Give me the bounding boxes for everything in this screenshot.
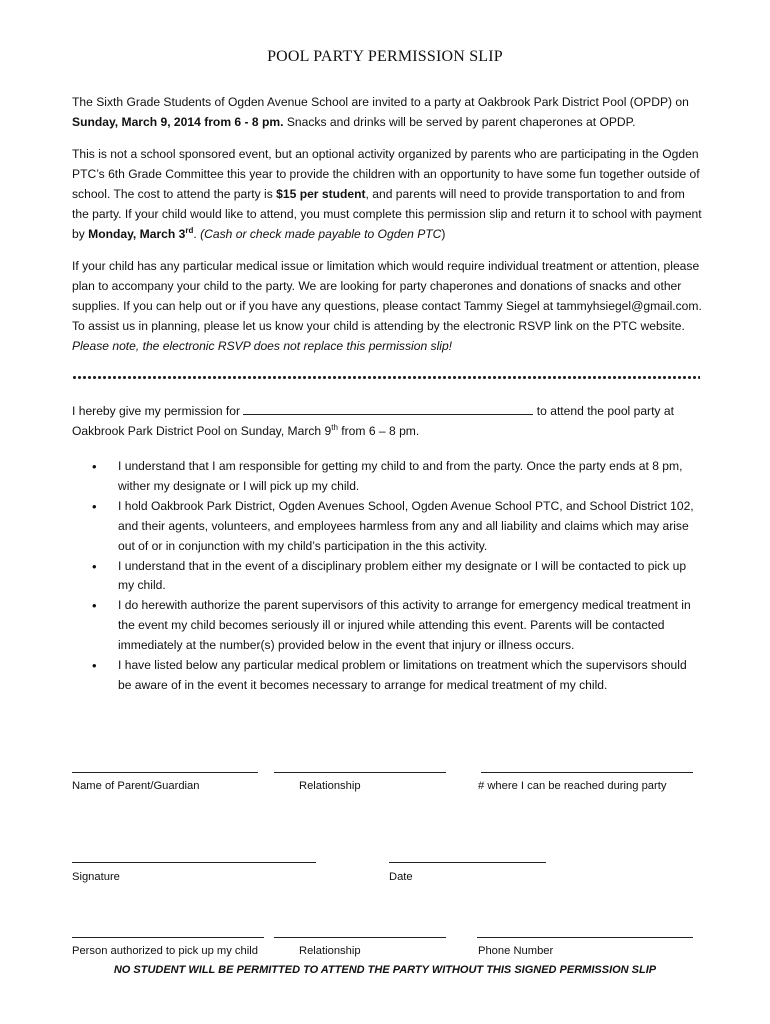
medical-text: If your child has any particular medical issue or limitation which would require individual treatment or attention, please plan to accompany your child to the party. We are looking for party chaperones and donations of snacks and other supplies. If you can help out or if you have any questions, please contact Tammy Siegel at tammyhsiegel@gmail.com. To assist us in planning, please let us know your child is attending by the electronic RSVP link on the PTC website. bbox=[72, 259, 702, 333]
authorized-person-label: Person authorized to pick up my child bbox=[72, 945, 258, 957]
details-paragraph bbox=[72, 145, 702, 245]
details-text-2: , and parents will need to provide transportation to and from the party. If your child would like to attend, you must complete this permission slip and return it to school with payment by bbox=[72, 186, 702, 241]
terms-list bbox=[72, 457, 702, 696]
party-phone-label: # where I can be reached during party bbox=[478, 780, 667, 792]
list-item: • I understand that in the event of a disciplinary problem either my designate or I will be contacted to pick up my child. bbox=[72, 557, 702, 597]
phone-number-label: Phone Number bbox=[478, 945, 554, 957]
deadline-suffix: rd bbox=[185, 225, 194, 235]
child-name-blank[interactable] bbox=[243, 402, 533, 415]
cost-per-student: $15 per student bbox=[276, 186, 366, 201]
medical-paragraph bbox=[72, 257, 702, 357]
footer-warning: NO STUDENT WILL BE PERMITTED TO ATTEND THE PARTY WITHOUT THIS SIGNED PERMISSION SLIP bbox=[113, 964, 657, 976]
date-label: Date bbox=[389, 871, 413, 883]
relationship-label: Relationship bbox=[299, 780, 361, 792]
signature-line[interactable] bbox=[72, 862, 316, 863]
parent-name-line[interactable] bbox=[72, 772, 258, 773]
authorized-relationship-label: Relationship bbox=[299, 945, 361, 957]
permission-text-3: from 6 – 8 pm. bbox=[337, 423, 420, 438]
phone-number-line[interactable] bbox=[477, 937, 693, 938]
list-item: • I have listed below any particular medical problem or limitations on treatment which the supervisors should be aware of in the event it becomes necessary to arrange for medical treatment of my child. bbox=[72, 656, 702, 696]
permission-statement bbox=[72, 402, 702, 442]
list-item: • I understand that I am responsible for getting my child to and from the party. Once the party ends at 8 pm, wither my designate or I will pick up my child. bbox=[72, 457, 702, 497]
document-title: POOL PARTY PERMISSION SLIP bbox=[267, 48, 503, 65]
signature-label: Signature bbox=[72, 871, 120, 883]
intro-text-1: The Sixth Grade Students of Ogden Avenue School are invited to a party at Oakbrook Park District Pool (OPDP) on bbox=[72, 95, 689, 109]
party-phone-line[interactable] bbox=[481, 772, 693, 773]
deadline-text: Monday, March 3 bbox=[88, 226, 186, 241]
parent-name-label: Name of Parent/Guardian bbox=[72, 780, 200, 792]
details-text-1: This is not a school sponsored event, but an optional activity organized by parents who are participating in the Ogden PTC’s 6th Grade Committee this year to provide the children with an opportunity to have some fun together outside of school. The cost to attend the party is bbox=[72, 147, 700, 201]
details-text-4: ) bbox=[441, 226, 446, 241]
details-text-3: . bbox=[193, 226, 201, 241]
intro-paragraph bbox=[72, 93, 702, 133]
authorized-relationship-line[interactable] bbox=[274, 937, 446, 938]
permission-date-suffix: th bbox=[331, 422, 338, 432]
permission-text-1: I hereby give my permission for bbox=[72, 404, 244, 418]
list-item: • I do herewith authorize the parent supervisors of this activity to arrange for emergency medical treatment in the event my child becomes seriously ill or injured while attending this event. Parents will be contacted immediately at the number(s) provided below in the event that injury or illness occurs. bbox=[72, 596, 702, 656]
list-item: • I hold Oakbrook Park District, Ogden Avenues School, Ogden Avenue School PTC, and School District 102, and their agents, volunteers, and employees harmless from any and all liability and claims which may arise out of or in conjunction with my child’s participation in the this activity. bbox=[72, 497, 702, 557]
payment-note: (Cash or check made payable to Ogden PTC bbox=[200, 226, 442, 241]
date-line[interactable] bbox=[389, 862, 546, 863]
intro-text-2: Snacks and drinks will be served by parent chaperones at OPDP. bbox=[283, 114, 636, 129]
deadline-date bbox=[88, 227, 193, 241]
event-date: Sunday, March 9, 2014 from 6 - 8 pm. bbox=[72, 114, 284, 129]
authorized-person-line[interactable] bbox=[72, 937, 264, 938]
dotted-divider bbox=[72, 375, 700, 380]
permission-text-2: to attend the pool party at Oakbrook Park District Pool on Sunday, March 9 bbox=[72, 404, 674, 438]
relationship-line[interactable] bbox=[274, 772, 446, 773]
rsvp-note: Please note, the electronic RSVP does not replace this permission slip! bbox=[72, 338, 453, 353]
